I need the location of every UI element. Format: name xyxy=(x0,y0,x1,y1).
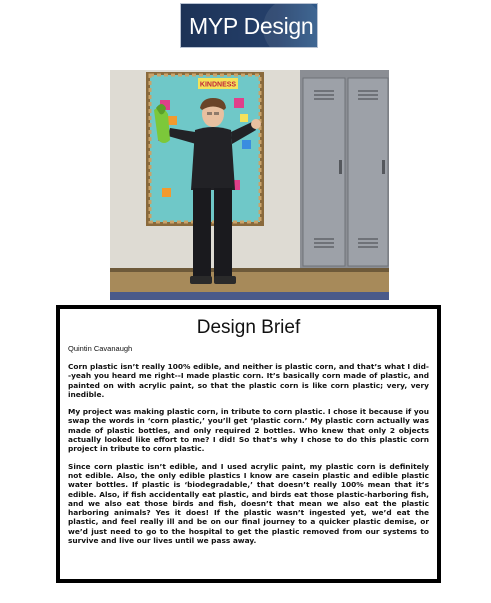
logo-text: MYP Design xyxy=(189,13,314,39)
poster-title: KINDNESS xyxy=(199,81,237,89)
brief-title: Design Brief xyxy=(196,317,301,338)
author-name: Quintin Cavanaugh xyxy=(68,344,133,353)
design-brief-box xyxy=(56,305,441,583)
brief-paragraph: Corn plastic isn’t really 100% edible, and neither is plastic corn, and that’s what I did--yeah you heard me right--I made plastic corn. It’s basically corn made of plastic, and painted on with acrylic paint, so that the plastic corn is like corn plastic; very, very inedible. xyxy=(68,362,429,399)
student-photo xyxy=(110,70,389,300)
lockers xyxy=(300,70,389,270)
myp-design-logo xyxy=(180,3,318,48)
brief-paragraph: Since corn plastic isn’t edible, and I used acrylic paint, my plastic corn is definitely not edible. Also, the only edible plastics I know are casein plastic and edible plastic water bottles. If plastic is ‘biodegradable,’ that doesn’t really 100% mean that it’s edible. Also, if fish accidentally eat plastic, and birds eat those plastic-harboring fish, and we also eat those birds and fish, doesn’t that mean we also eat the plastic harboring animals? Yes it does! If the plastic wasn’t ingested yet, we’d eat the plastic, and feel really ill and be on our final journey to a quicker plastic demise, or we’d just need to go to the hospital to get the plastic removed from our systems to survive and live our lives until we pass away. xyxy=(68,461,429,546)
brief-paragraph: My project was making plastic corn, in tribute to corn plastic. I chose it because if you swap the words in ‘corn plastic,’ you’ll get ‘plastic corn.’ My plastic corn actually was made of plastic bottles, and only required 2 bottles. Who knew that only 2 objects actually looked like effort to me? I did! So that’s why I chose to do this plastic corn project in tribute to corn plastic. xyxy=(68,407,429,454)
